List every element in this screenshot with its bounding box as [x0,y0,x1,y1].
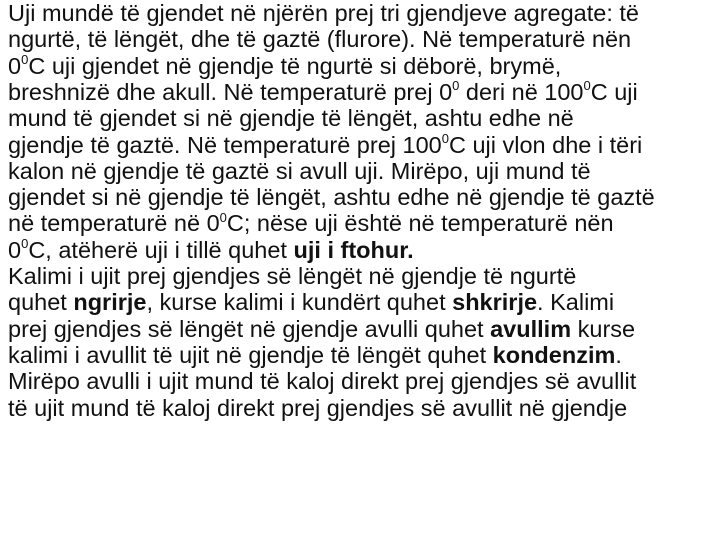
text-line [8,289,614,315]
text-line [8,316,635,342]
degree-superscript: 0 [21,51,29,67]
text-run: kalon në gjendje të gaztë si avull uji. Mirëpo, uji mund të [8,157,591,184]
text-run: 0 [8,236,22,263]
text-run: C uji gjendet në gjendje të ngurtë si dëborë, brymë, [28,52,562,79]
degree-superscript: 0 [21,235,29,251]
text-run: kurse [571,315,636,342]
bold-term: kondenzim [492,341,616,368]
bold-term: avullim [490,315,572,342]
text-line [8,263,576,289]
text-run: C; nëse uji është në temperaturë nën [226,210,614,237]
text-run: Kalimi i ujit prej gjendjes së lëngët në gjendje të ngurtë [8,263,577,289]
text-line [8,105,574,131]
text-run: kalimi i avullit të ujit në gjendje të lëngët quhet [8,341,493,368]
text-line [8,79,638,105]
degree-superscript: 0 [441,130,449,146]
text-line [8,53,561,79]
degree-superscript: 0 [583,78,591,94]
text-run: gjendje të gaztë. Në temperaturë prej 100 [8,131,442,158]
text-run: breshnizë dhe akull. Në temperaturë prej 0 [8,78,453,105]
text-line [8,237,414,263]
text-line [8,184,655,210]
text-run: , kurse kalimi i kundërt quhet [146,289,453,316]
bold-term: ngrirje [73,289,147,316]
text-run: prej gjendjes së lëngët në gjendje avulli quhet [8,315,491,342]
text-run: Uji mundë të gjendet në njërën prej tri gjendjeve agregate: të [8,0,639,26]
text-line [8,158,591,184]
text-run: quhet [8,289,74,316]
text-run: C, atëherë uji i tillë quhet [28,236,294,263]
text-line [8,395,627,421]
text-run: . [615,341,622,368]
text-line [8,342,622,368]
degree-superscript: 0 [219,209,227,225]
text-run: C uji [590,78,638,105]
text-line [8,368,636,394]
text-run: ngurtë, të lëngët, dhe të gaztë (flurore). Në temperaturë nën [8,26,632,53]
bold-term: uji i ftohur. [293,236,414,263]
degree-superscript: 0 [452,78,460,94]
text-run: . Kalimi [537,289,615,316]
text-line [8,132,642,158]
text-line [8,210,614,236]
text-run: deri në 100 [459,78,584,105]
text-run: të ujit mund të kaloj direkt prej gjendjes së avullit në gjendje [8,394,628,421]
text-run: 0 [8,52,22,79]
text-run: gjendet si në gjendje të lëngët, ashtu edhe në gjendje të gaztë [8,184,655,211]
text-line [8,26,631,52]
text-run: mund të gjendet si në gjendje të lëngët, ashtu edhe në [8,105,574,132]
bold-term: shkrirje [452,289,538,316]
text-run: Mirëpo avulli i ujit mund të kaloj direkt prej gjendjes së avullit [8,368,637,395]
text-run: C uji vlon dhe i tëri [448,131,643,158]
text-run: në temperaturë në 0 [8,210,220,237]
text-line [8,0,639,26]
